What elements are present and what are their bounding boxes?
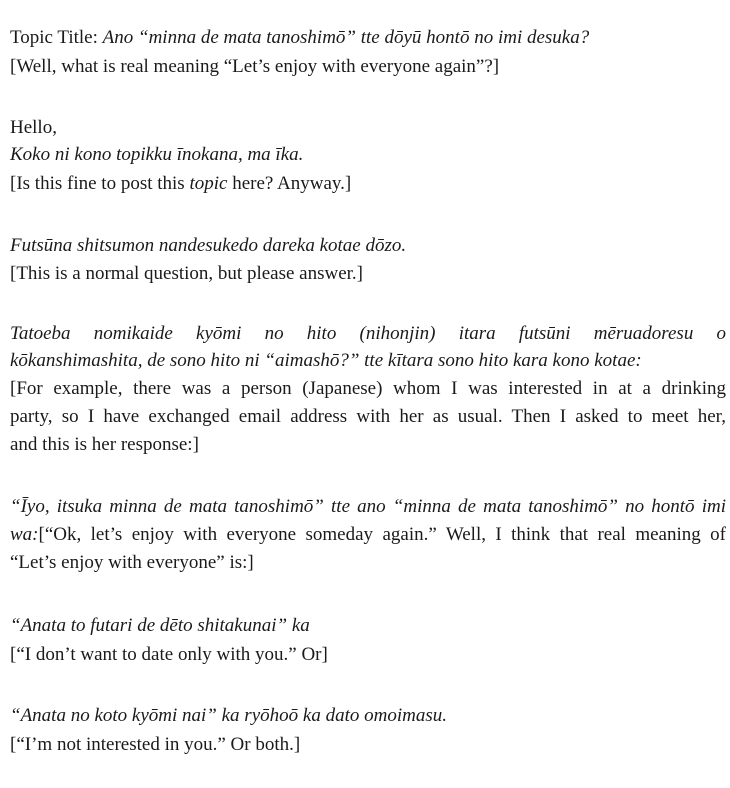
option-1-japanese: “Anata to futari de dēto shitakunai” ka [10,615,310,636]
example-japanese-line-2: kōkanshimashita, de sono hito ni “aimashō?” tte kītara sono hito kara kono kotae: [10,350,642,371]
option-1-translation: [“I don’t want to date only with you.” Or] [10,644,328,665]
response-translation-line-1: [“Ok, let’s enjoy with everyone someday again.” Well, I think that real meaning of [38,524,726,545]
option-2-translation: [“I’m not interested in you.” Or both.] [10,734,301,755]
topic-title-line [10,25,589,51]
greeting-translation [10,171,351,197]
greeting-hello: Hello, [10,117,57,138]
response-line-2 [10,522,726,548]
greeting-translation-topic-word: topic [189,173,228,194]
example-translation-line-2: party, so I have exchanged email address with her as usual. Then I asked to meet her, [10,406,726,427]
question-japanese: Futsūna shitsumon nandesukedo dareka kotae dōzo. [10,235,407,256]
greeting-translation-end: here? Anyway.] [227,173,352,194]
topic-title-translation: [Well, what is real meaning “Let’s enjoy with everyone again”?] [10,56,500,77]
greeting-translation-start: [Is this fine to post this [10,173,190,194]
greeting-japanese: Koko ni kono topikku īnokana, ma īka. [10,144,304,165]
response-translation-line-2: “Let’s enjoy with everyone” is:] [10,552,254,573]
example-japanese-line-1: Tatoeba nomikaide kyōmi no hito (nihonjin) itara futsūni mēruadoresu o [10,323,726,344]
example-translation-line-3: and this is her response:] [10,434,199,455]
response-japanese-line-2: wa: [10,524,39,545]
option-2-japanese: “Anata no koto kyōmi nai” ka ryōhoō ka dato omoimasu. [10,705,447,726]
question-translation: [This is a normal question, but please answer.] [10,263,364,284]
example-translation-line-1: [For example, there was a person (Japanese) whom I was interested in at a drinking [10,378,726,399]
topic-label: Topic Title: [10,27,98,48]
response-japanese-line-1: “Īyo, itsuka minna de mata tanoshimō” tte ano “minna de mata tanoshimō” no hontō imi [10,496,726,517]
topic-title-japanese: Ano “minna de mata tanoshimō” tte dōyū hontō no imi desuka? [102,27,590,48]
